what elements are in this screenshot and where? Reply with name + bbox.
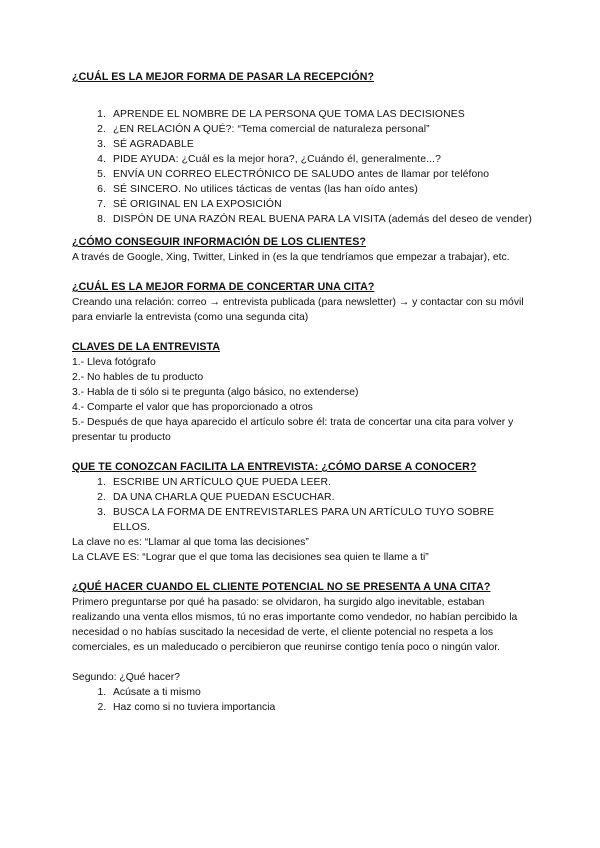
section-heading-appointment: ¿CUÁL ES LA MEJOR FORMA DE CONCERTAR UNA CITA? [72, 281, 375, 293]
second-step-line: Segundo: ¿Qué hacer? [72, 672, 181, 683]
interview-key-line: 4.- Comparte el valor que has proporcionado a otros [72, 402, 313, 413]
client-info-text: A través de Google, Xing, Twitter, Linked in (es la que tendríamos que empezar a trabajar), etc. [72, 252, 510, 263]
reception-list [72, 107, 534, 227]
list-item: 1. Acúsate a ti mismo [109, 685, 534, 700]
list-item: 5. ENVÍA UN CORREO ELECTRÓNICO DE SALUDO antes de llamar por teléfono [109, 167, 534, 182]
make-known-list [72, 475, 534, 535]
list-item: 2. DA UNA CHARLA QUE PUEDAN ESCUCHAR. [109, 490, 534, 505]
interview-key-line: 5.- Después de que haya aparecido el artículo sobre él: trata de concertar una cita para volver y presentar tu producto [72, 417, 514, 443]
section-heading-client-info: ¿CÓMO CONSEGUIR INFORMACIÓN DE LOS CLIENTES? [72, 236, 366, 248]
appointment-text: Creando una relación: correo → entrevista publicada (para newsletter) → y contactar con su móvil para enviarle la entrevista (como una segunda cita) [72, 297, 524, 323]
no-show-list [72, 685, 534, 715]
list-item: 2. ¿EN RELACIÓN A QUÉ?: “Tema comercial de naturaleza personal” [109, 122, 534, 137]
list-item: 7. SÉ ORIGINAL EN LA EXPOSICIÓN [109, 197, 534, 212]
no-show-text: Primero preguntarse por qué ha pasado: se olvidaron, ha surgido algo inevitable, estaban realizando una venta ellos mismos, tú no eras importante como vendedor, no habían percibido la necesidad o no habías suscitado la necesidad de verte, el cliente potencial no respeta a los comerciales, es un maleducado o percibieron que reunirse contigo tenía poco o ningún valor. [72, 597, 518, 653]
section-heading-reception: ¿CUÁL ES LA MEJOR FORMA DE PASAR LA RECEPCIÓN? [72, 71, 375, 83]
list-item: 8. DISPÓN DE UNA RAZÓN REAL BUENA PARA LA VISITA (además del deseo de vender) [109, 212, 534, 227]
list-item: 4. PIDE AYUDA: ¿Cuál es la mejor hora?, ¿Cuándo él, generalmente...? [109, 152, 534, 167]
key-is-line: La CLAVE ES: “Lograr que el que toma las decisiones sea quien te llame a ti” [72, 552, 429, 563]
list-item: 6. SÉ SINCERO. No utilices tácticas de ventas (las han oído antes) [109, 182, 534, 197]
document-page [72, 70, 534, 715]
section-heading-no-show: ¿QUÉ HACER CUANDO EL CLIENTE POTENCIAL NO SE PRESENTA A UNA CITA? [72, 581, 491, 593]
section-heading-make-known: QUE TE CONOZCAN FACILITA LA ENTREVISTA: ¿CÓMO DARSE A CONOCER? [72, 461, 477, 473]
interview-key-line: 1.- Lleva fotógrafo [72, 357, 156, 368]
interview-key-line: 3.- Habla de ti sólo si te pregunta (algo básico, no extenderse) [72, 387, 359, 398]
interview-key-line: 2.- No hables de tu producto [72, 372, 204, 383]
list-item: 3. BUSCA LA FORMA DE ENTREVISTARLES PARA UN ARTÍCULO TUYO SOBRE ELLOS. [109, 505, 534, 535]
list-item: 1. ESCRIBE UN ARTÍCULO QUE PUEDA LEER. [109, 475, 534, 490]
list-item: 3. SÉ AGRADABLE [109, 137, 534, 152]
list-item: 1. APRENDE EL NOMBRE DE LA PERSONA QUE TOMA LAS DECISIONES [109, 107, 534, 122]
list-item: 2. Haz como si no tuviera importancia [109, 700, 534, 715]
section-heading-interview-keys: CLAVES DE LA ENTREVISTA [72, 341, 221, 353]
key-not-line: La clave no es: “Llamar al que toma las decisiones” [72, 537, 309, 548]
